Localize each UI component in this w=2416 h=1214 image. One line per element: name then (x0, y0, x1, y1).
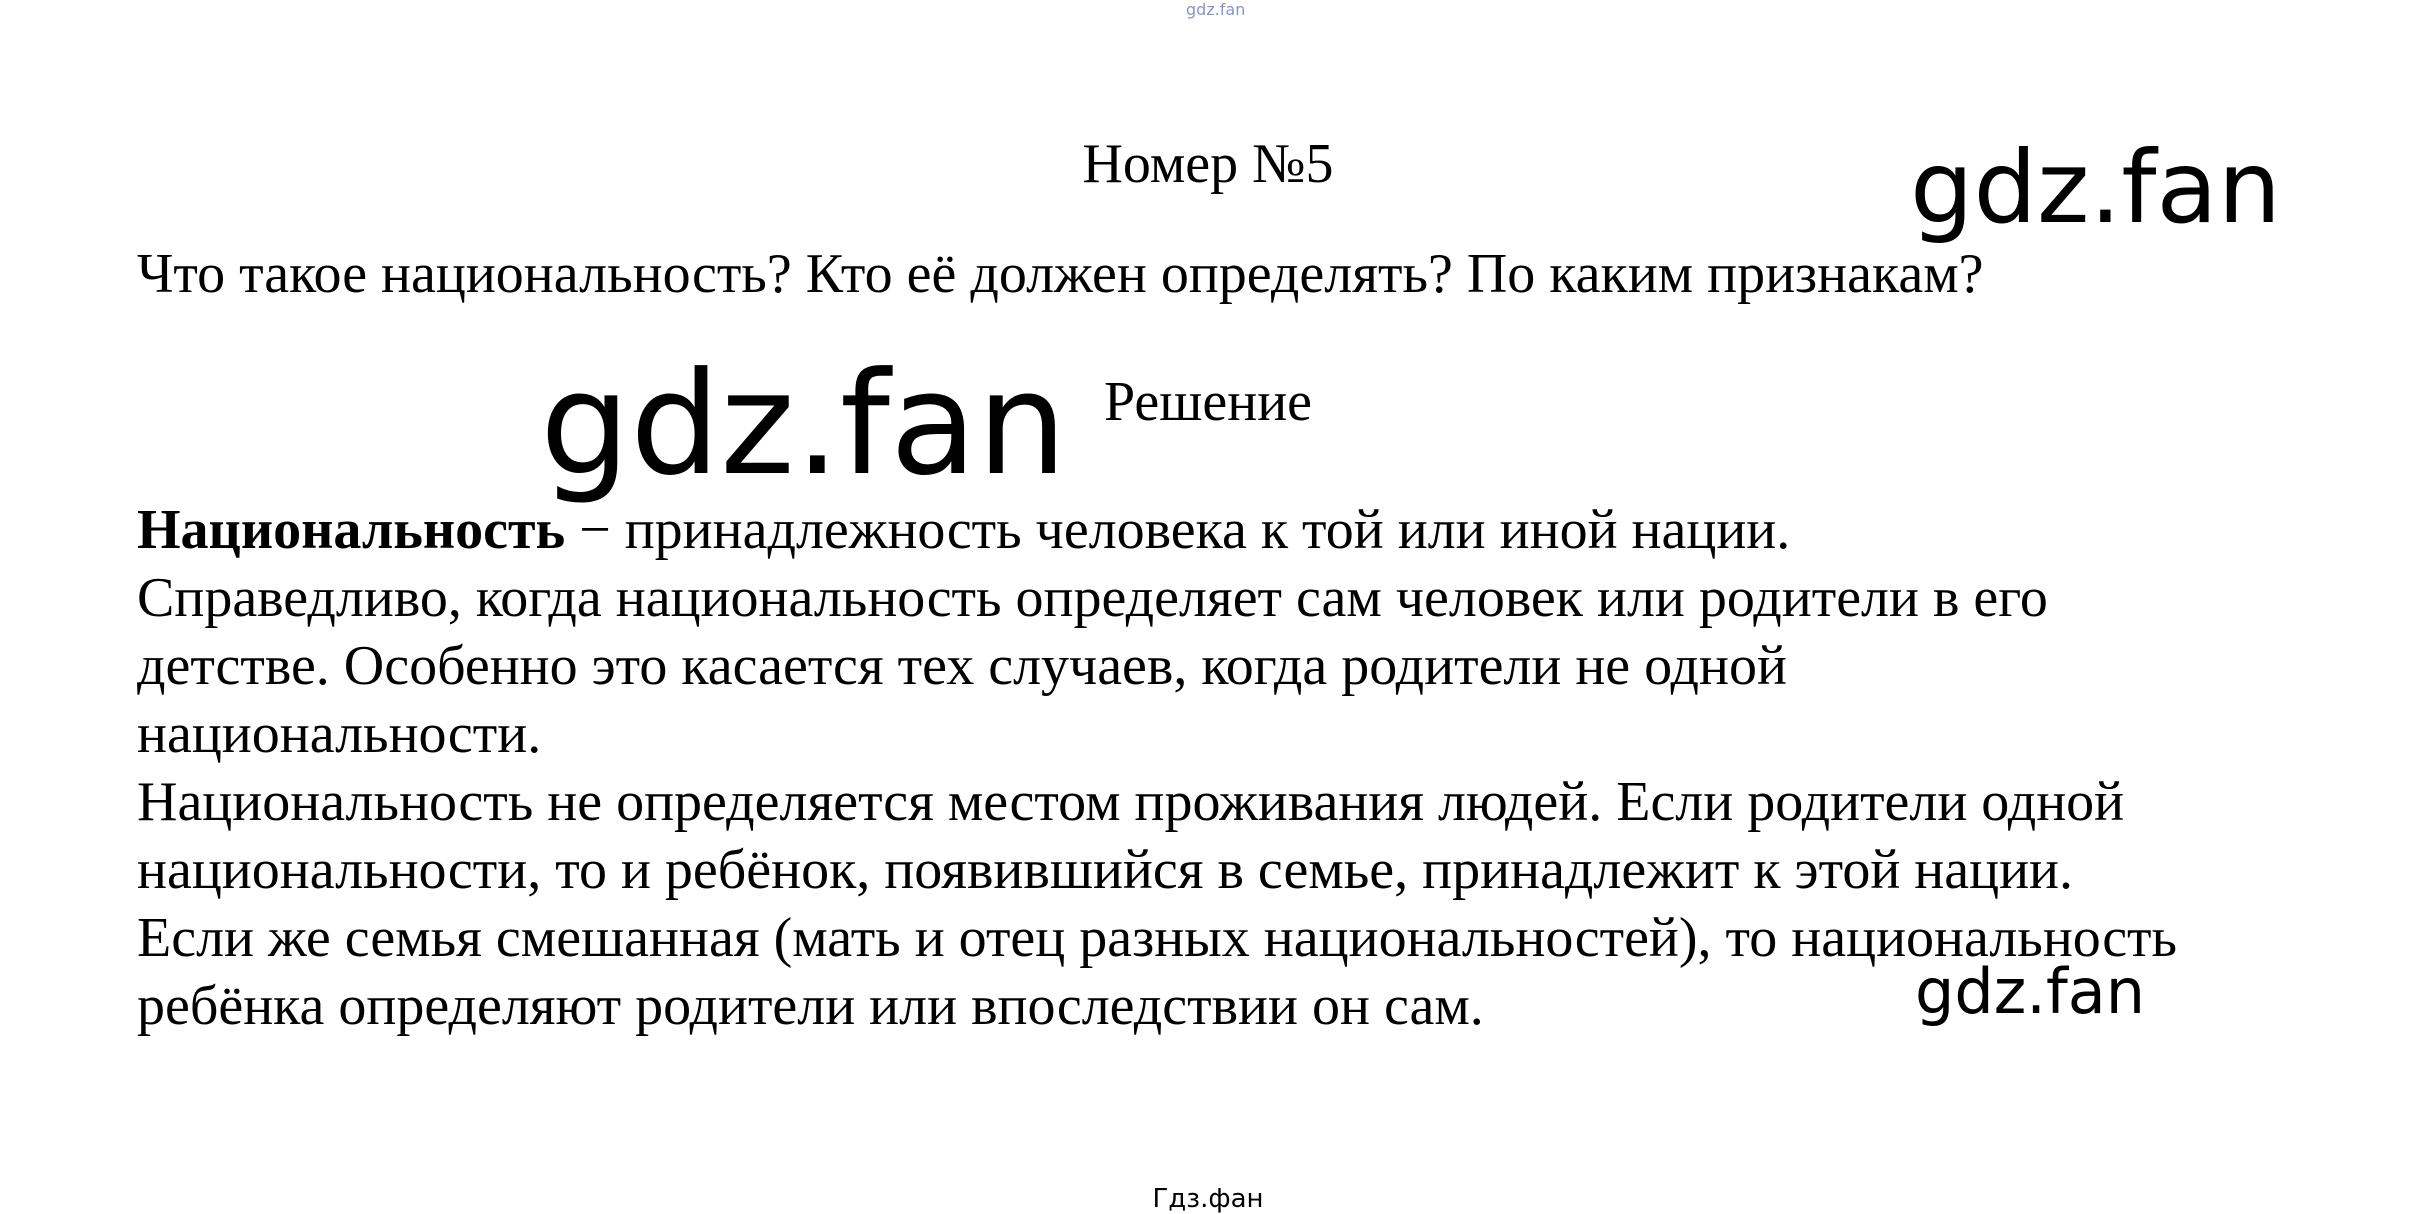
answer-line: детстве. Особенно это касается тех случаев, когда родители не одной (137, 635, 1787, 697)
answer-line: Справедливо, когда национальность определяет сам человек или родители в его (137, 567, 2048, 629)
solution-heading: Решение (1103, 371, 1313, 433)
footer-text: Гдз.фан (1152, 1184, 1264, 1214)
watermark-top-right: gdz.fan (1910, 129, 2282, 246)
watermark-bottom-right: gdz.fan (1915, 955, 2146, 1028)
answer-line: Если же семья смешанная (мать и отец разных национальностей), то национальность (137, 907, 2178, 969)
watermark-center: gdz.fan (540, 342, 1067, 507)
answer-line: ребёнка определяют родители или впоследствии он сам. (137, 975, 1484, 1037)
task-question: Что такое национальность? Кто её должен определять? По каким признакам? (137, 243, 1984, 305)
answer-line: национальности, то и ребёнок, появившийся в семье, принадлежит к этой нации. (137, 839, 2074, 901)
top-watermark: gdz.fan (1186, 0, 1246, 19)
answer-definition: − принадлежность человека к той или иной нации. (565, 499, 1791, 561)
answer-term: Национальность (137, 499, 566, 561)
answer-line: Национальность не определяется местом проживания людей. Если родители одной (137, 771, 2125, 833)
answer-line: национальности. (137, 703, 542, 765)
answer-definition-line (137, 496, 2397, 564)
task-title: Номер №5 (1082, 133, 1334, 195)
